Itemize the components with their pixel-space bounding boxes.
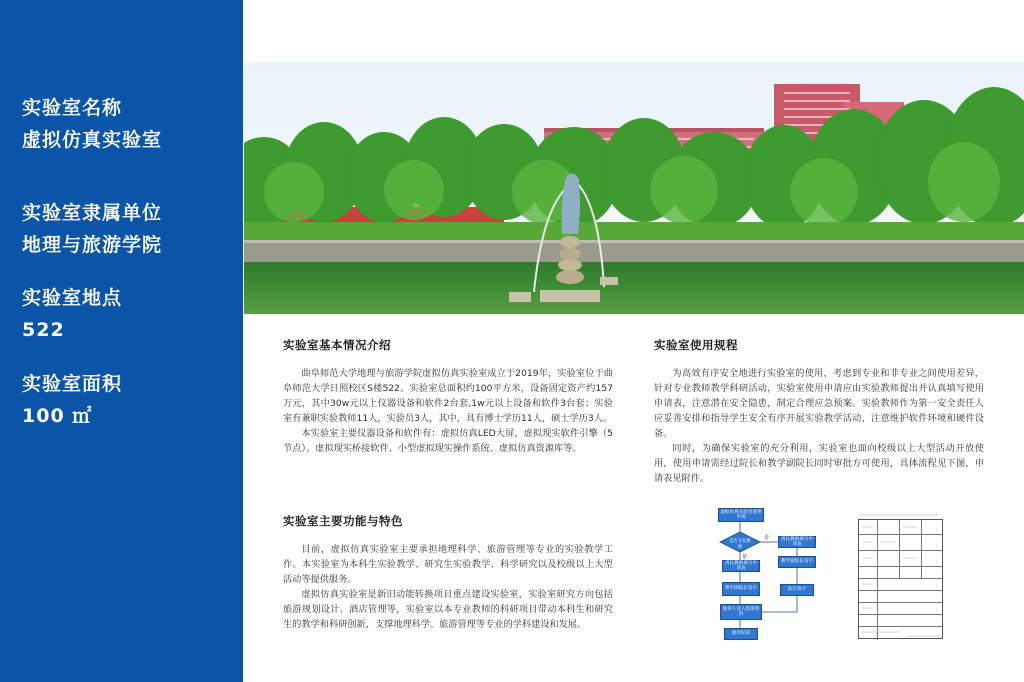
intro-paragraph-2: 本实验室主要仪器设备和软件有：虚拟仿真LED大屏，虚拟现实软件引擎（5节点）、虚拟现实桥接软件、小型虚拟现实操作系统、虚拟仿真资源库等。 xyxy=(283,428,613,454)
unit-block xyxy=(22,197,162,261)
intro-paragraph-1: 曲阜师范大学地理与旅游学院虚拟仿真实验室成立于2019年，实验室位于曲阜师范大学日照校区S楼522。实验室总面积约100平方米，设备固定资产约157万元，其中30w元以上仪器设备和软件2台套,1w元以上设备和软件3台套；实验室有兼职实验教师11人，实验员3人，其中，具有博士学历11人，硕士学历3人。 xyxy=(283,368,613,424)
lab-name-block xyxy=(22,92,162,156)
rules-paragraph-1: 为高效有序安全地进行实验室的使用，考虑到专业和非专业之间使用差异，针对专业教师教学科研活动，实验室使用申请应由实验教师提出并认真填写使用申请表，注意潜在安全隐患，制定合理应急预案。实验教师作为第一安全责任人应妥善安排和指导学生安全有序开展实验教学活动，注意维护软件环境和硬件设备。 xyxy=(654,368,984,439)
usage-flowchart xyxy=(700,504,830,644)
form-table xyxy=(858,519,943,639)
flow-yes-label: 是 xyxy=(742,554,748,560)
info-sidebar xyxy=(0,0,243,682)
unit-label: 实验室隶属单位 xyxy=(22,202,163,224)
form-heading-scribble xyxy=(852,511,947,519)
intro-section xyxy=(283,338,613,456)
flow-vice-left: 教学副院长签字 xyxy=(722,582,760,596)
intro-title: 实验室基本情况介绍 xyxy=(283,338,391,352)
flow-register: 使用人录入借用资料 xyxy=(720,604,762,620)
flow-decision: 是否专业教师 xyxy=(729,539,751,550)
area-value: 100 ㎡ xyxy=(22,405,93,427)
flow-no-label: 否 xyxy=(764,535,770,541)
location-block xyxy=(22,282,122,346)
location-value: 522 xyxy=(22,319,65,341)
campus-photo xyxy=(244,62,1024,314)
rules-title: 实验室使用规程 xyxy=(654,338,738,352)
area-block xyxy=(22,368,122,432)
lab-name-label: 实验室名称 xyxy=(22,97,123,119)
flow-start: 虚拟仿真实验室使用申请 xyxy=(718,508,764,522)
functions-paragraph-2: 虚拟仿真实验室是新旧动能转换项目重点建设实验室，实验室研究方向包括旅游规划设计、酒店管理等，实验室以本专业教师的科研项目带动本科生和研究生的教学和科研创新，支撑地理科学、旅游管理等专业的学科建设和发展。 xyxy=(283,589,613,630)
flow-fill-left: 责任教师填写申请表 xyxy=(722,560,760,572)
location-label: 实验室地点 xyxy=(22,287,123,309)
functions-paragraph-1: 目前，虚拟仿真实验室主要承担地理科学、旅游管理等专业的实验教学工作。本实验室为本科生实验教学、研究生实验教学、科学研究以及校级以上大型活动等提供服务。 xyxy=(283,544,613,585)
rules-section xyxy=(654,338,984,486)
rules-paragraph-2: 同时，为确保实验室的充分利用，实验室也面向校级以上大型活动开放使用，使用申请需经过院长和教学副院长同时审批方可使用，具体流程见下图，申请表见附件。 xyxy=(654,443,984,484)
functions-title: 实验室主要功能与特色 xyxy=(283,514,403,528)
flowchart-connectors xyxy=(700,504,830,644)
lab-name-value: 虚拟仿真实验室 xyxy=(22,129,163,151)
unit-value: 地理与旅游学院 xyxy=(22,234,163,256)
area-label: 实验室面积 xyxy=(22,373,123,395)
flow-end: 使用结束 xyxy=(724,628,758,640)
flow-fill-right: 责任教师填写申请表 xyxy=(778,536,816,548)
form-cell-scribbles xyxy=(859,520,944,640)
application-form-thumbnail xyxy=(852,511,947,641)
flow-dean: 院长签字 xyxy=(780,584,814,596)
flow-vice-right: 教学副院长签字 xyxy=(778,556,816,568)
functions-section xyxy=(283,514,613,632)
